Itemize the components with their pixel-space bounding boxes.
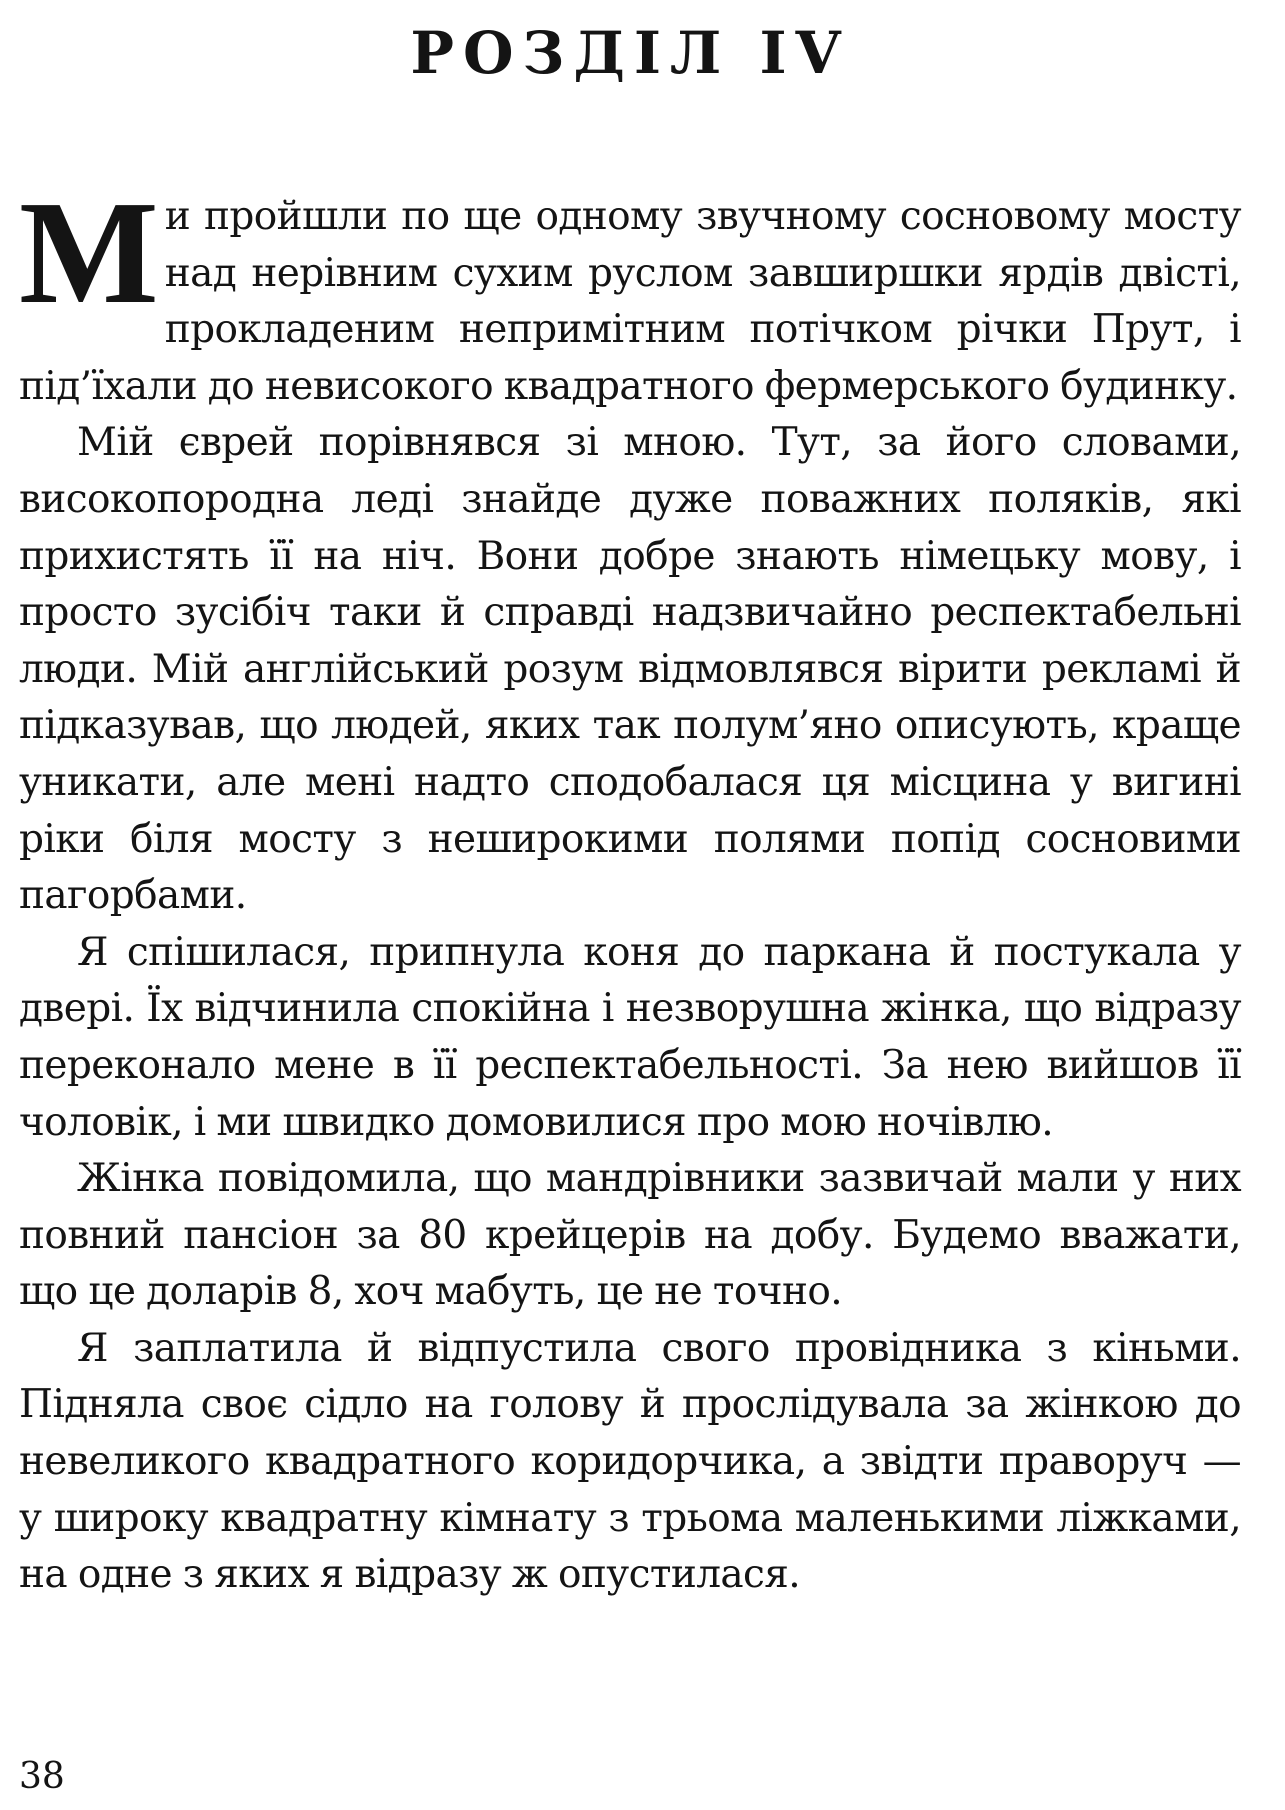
paragraph-3: Я спішилася, припнула коня до паркана й постукала у двері. Їх відчинила спокійна і незворушна жінка, що відразу переконало мене в її респектабельності. За нею вийшов її чоловік, і ми швидко домовилися про мою ночівлю. <box>19 929 1241 1145</box>
paragraph-5: Я заплатила й відпустила свого провідника з кіньми. Підняла своє сідло на голову й прослідувала за жінкою до невеликого квадратного коридорчика, а звідти праворуч — у широку квадратну кімнату з трьома маленькими ліжками, на одне з яких я відразу ж опустилася. <box>19 1325 1241 1598</box>
drop-cap: М <box>19 171 159 335</box>
chapter-body <box>19 171 1241 1604</box>
paragraph-1 <box>19 171 1241 415</box>
paragraph-2: Мій єврей порівнявся зі мною. Тут, за його словами, високопородна леді знайде дуже поважних поляків, які прихистять її на ніч. Вони добре знають німецьку мову, і просто зусібіч таки й справді надзвичайно респектабельні люди. Мій англійський розум відмовлявся вірити рекламі й підказував, що людей, яких так полум’яно описують, краще уникати, але мені надто сподобалася ця місцина у вигині ріки біля мосту з неширокими полями попід сосновими пагорбами. <box>19 420 1241 919</box>
page-number: 38 <box>19 1756 65 1797</box>
chapter-title: РОЗДІЛ IV <box>410 19 850 87</box>
paragraph-4: Жінка повідомила, що мандрівники зазвичай мали у них повний пансіон за 80 крейцерів на добу. Будемо вважати, що це доларів 8, хоч мабуть, це не точно. <box>19 1156 1241 1315</box>
paragraph-1-text: и пройшли по ще одному звучному сосновому мосту над нерівним сухим руслом завширшки ярдів двісті, прокладеним непримітним потічком річки Прут, і під’їхали до невисокого квадратного фермерського будинку. <box>19 194 1241 409</box>
book-page <box>19 0 1241 1810</box>
